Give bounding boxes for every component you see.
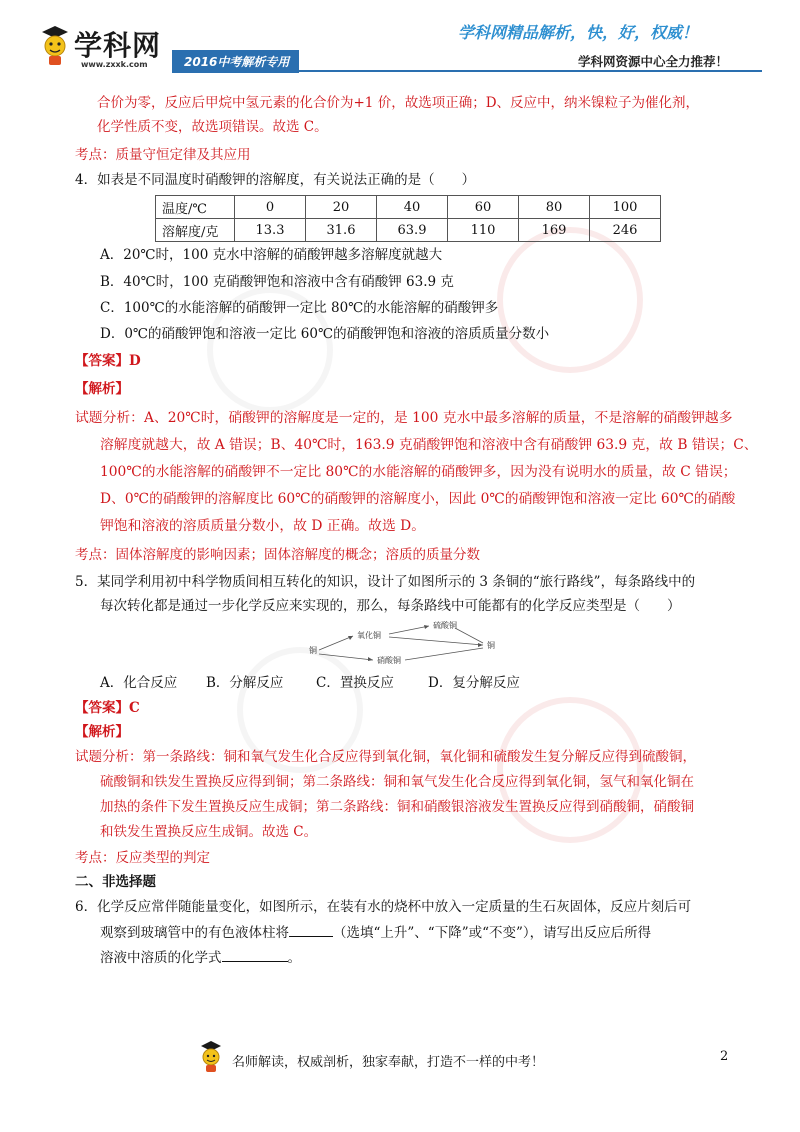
q4-answer: 【答案】D [75,353,141,369]
table-cell-sol-2: 63.9 [377,219,448,242]
q4-option-c: C．100℃的水能溶解的硝酸钾一定比 80℃的水能溶解的硝酸钾多 [100,300,499,316]
q6-line-1: 6．化学反应常伴随能量变化，如图所示，在装有水的烧杯中放入一定质量的生石灰固体，反应片刻后可 [75,899,692,915]
q4-analysis-line-4: D、0℃的硝酸钾的溶解度比 60℃的硝酸钾的溶解度小，因此 0℃的硝酸钾饱和溶液一定比 60℃的硝酸 [100,491,736,507]
logo-url: www.zxxk.com [81,60,148,69]
table-cell-temp-2: 40 [377,196,448,219]
table-cell-sol-5: 246 [590,219,661,242]
diagram-node-upper-right: 硫酸铜 [433,621,457,630]
q4-kaodian: 考点：固体溶解度的影响因素；固体溶解度的概念；溶质的质量分数 [75,547,480,563]
table-cell-temp-3: 60 [448,196,519,219]
diagram-node-lower-mid: 硝酸铜 [377,656,401,665]
prev-analysis-line-2: 化学性质不变，故选项错误。故选 C。 [97,119,328,135]
q5-analysis-line-4: 和铁发生置换反应生成铜。故选 C。 [100,824,318,840]
q4-jiexi-label: 【解析】 [75,381,129,397]
mascot-logo-icon [38,24,72,68]
footer-mascot-icon [198,1040,224,1074]
q5-option-d: D．复分解反应 [428,675,520,691]
q5-option-a: A．化合反应 [100,675,178,691]
q5-copper-route-diagram [305,618,505,670]
q5-stem-line-2: 每次转化都是通过一步化学反应来实现的，那么，每条路线中可能都有的化学反应类型是（ ） [100,598,681,614]
table-row-solubility [156,219,661,242]
table-header-temperature: 温度/℃ [156,196,235,219]
header-rule [172,70,762,72]
q4-analysis-line-5: 钾饱和溶液的溶质质量分数小，故 D 正确。故选 D。 [100,518,426,534]
q6-line-3: 溶液中溶质的化学式 。 [100,947,301,968]
q5-option-b: B．分解反应 [206,675,284,691]
q4-option-b: B．40℃时，100 克硝酸钾饱和溶液中含有硝酸钾 63.9 克 [100,274,454,290]
table-header-solubility: 溶解度/克 [156,219,235,242]
q5-option-c: C．置换反应 [316,675,394,691]
q5-answer: 【答案】C [75,700,140,716]
q6-line-3-text: 溶液中溶质的化学式 [100,950,222,966]
q5-stem-line-1: 5．某同学利用初中科学物质间相互转化的知识，设计了如图所示的 3 条铜的“旅行路线”，每条路线中的 [75,574,696,590]
q4-stem: 4．如表是不同温度时硝酸钾的溶解度，有关说法正确的是（ ） [75,172,476,188]
q6-line-2 [100,922,651,943]
q4-analysis-line-1: 试题分析：A、20℃时，硝酸钾的溶解度是一定的，是 100 克水中最多溶解的质量，不是溶解的硝酸钾越多 [75,410,733,426]
footer-slogan: 名师解读，权威剖析，独家奉献，打造不一样的中考！ [232,1055,545,1070]
q5-jiexi-label: 【解析】 [75,724,129,740]
table-cell-temp-4: 80 [519,196,590,219]
q4-option-d: D．0℃的硝酸钾饱和溶液一定比 60℃的硝酸钾饱和溶液的溶质质量分数小 [100,326,550,342]
q6-blank-1[interactable] [289,922,333,937]
table-cell-sol-4: 169 [519,219,590,242]
diagram-node-start: 铜 [309,646,317,655]
table-cell-temp-1: 20 [306,196,377,219]
q5-analysis-line-1: 试题分析：第一条路线：铜和氧气发生化合反应得到氧化铜，氧化铜和硫酸发生复分解反应得到硫酸铜， [75,749,696,765]
diagram-node-end: 铜 [487,641,495,650]
header [0,0,800,80]
table-cell-sol-0: 13.3 [235,219,306,242]
table-cell-sol-1: 31.6 [306,219,377,242]
section-heading: 二、非选择题 [75,874,156,890]
q4-analysis-line-2: 溶解度就越大，故 A 错误；B、40℃时，163.9 克硝酸钾饱和溶液中含有硝酸钾 63.9 克，故 B 错误；C、 [100,437,758,453]
q6-line-2-text-a: 观察到玻璃管中的有色液体柱将 [100,925,289,941]
prev-analysis-line-1: 合价为零，反应后甲烷中氢元素的化合价为+1 价，故选项正确；D、反应中，纳米镍粒子为催化剂， [97,95,700,111]
q4-analysis-line-3: 100℃的水能溶解的硝酸钾不一定比 80℃的水能溶解的硝酸钾多，因为没有说明水的质量，故 C 错误； [100,464,737,480]
q5-analysis-line-2: 硫酸铜和铁发生置换反应得到铜；第二条路线：铜和氧气发生化合反应得到氧化铜，氢气和氧化铜在 [100,774,694,790]
q4-option-a: A．20℃时，100 克水中溶解的硝酸钾越多溶解度就越大 [100,247,443,263]
prev-kaodian: 考点：质量守恒定律及其应用 [75,147,251,163]
q6-line-2-text-b: （选填“上升”、“下降”或“不变”），请写出反应后所得 [333,925,652,941]
table-row-temperature [156,196,661,219]
header-slogan: 学科网精品解析，快，好，权威！ [458,23,699,42]
table-cell-sol-3: 110 [448,219,519,242]
page-number: 2 [720,1049,729,1064]
solubility-table [155,195,661,242]
q5-analysis-line-3: 加热的条件下发生置换反应生成铜；第二条路线：铜和硝酸银溶液发生置换反应得到硝酸铜，硝酸铜 [100,799,694,815]
header-banner: 2016中考解析专用 [172,50,299,73]
table-cell-temp-0: 0 [235,196,306,219]
q5-kaodian: 考点：反应类型的判定 [75,850,210,866]
diagram-node-upper-mid: 氧化铜 [357,631,381,640]
q6-blank-2[interactable] [222,947,288,962]
logo-text: 学科网 [74,29,162,62]
table-cell-temp-5: 100 [590,196,661,219]
header-recommend: 学科网资源中心全力推荐！ [578,54,729,69]
